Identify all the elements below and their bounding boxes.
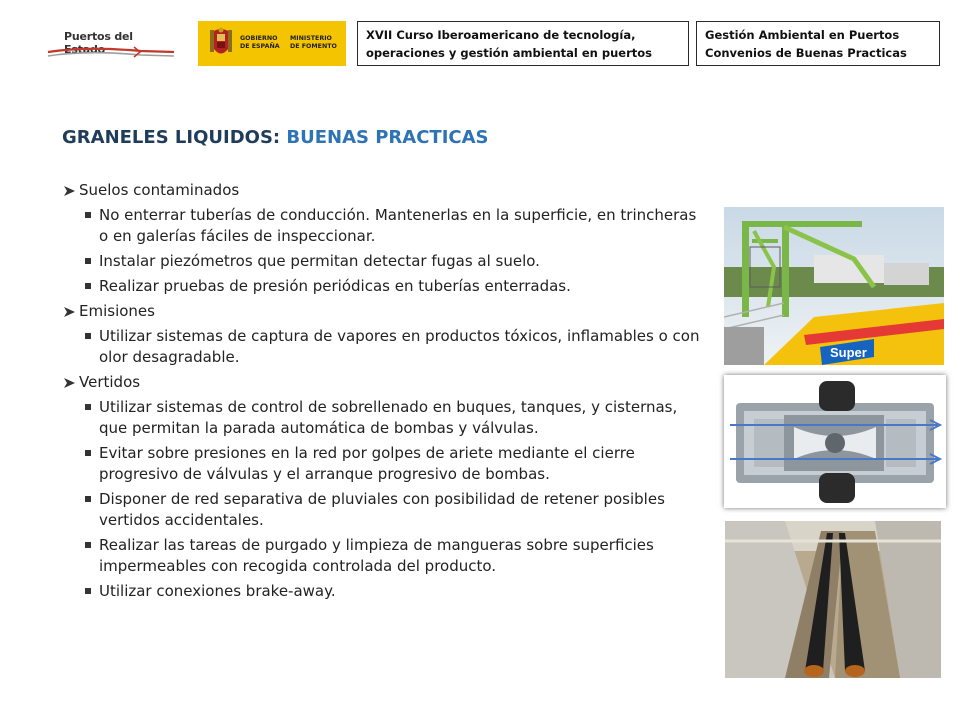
section-heading-text: Vertidos [79,373,141,391]
square-bullet-icon [85,333,91,339]
topic-line-2: Convenios de Buenas Practicas [705,46,907,60]
section-heading-text: Emisiones [79,302,155,320]
gobierno-line1: GOBIERNO [240,35,278,42]
topic-line-1: Gestión Ambiental en Puertos [705,28,900,42]
coat-of-arms-icon [206,27,236,60]
puertos-logo-text: Puertos del Estado [64,30,133,56]
list-item [62,205,702,247]
square-bullet-icon [85,212,91,218]
list-item-text: Utilizar conexiones brake-away. [99,582,336,600]
gobierno-text [240,35,280,51]
square-bullet-icon [85,542,91,548]
list-item-text: Instalar piezómetros que permitan detectar fugas al suelo. [99,252,540,270]
course-header-box [357,21,689,66]
square-bullet-icon [85,450,91,456]
list-item [62,251,702,272]
gobierno-ministerio-logo [198,21,346,66]
list-item [62,326,702,368]
square-bullet-icon [85,404,91,410]
ministerio-text [290,35,337,51]
arrow-bullet-icon [63,306,76,318]
arrow-bullet-icon [63,377,76,389]
breakaway-valve-photo [724,375,946,508]
list-item-text: Evitar sobre presiones en la red por golpes de ariete mediante el cierre progresivo de válvulas y el arranque progresivo de bombas. [99,444,635,483]
section-items [62,205,702,297]
section-heading [62,372,702,393]
slide-title [62,127,489,148]
list-item [62,276,702,297]
ministerio-line1: MINISTERIO [290,35,332,42]
list-item-text: No enterrar tuberías de conducción. Mantenerlas en la superficie, en trincheras o en galerías fáciles de inspeccionar. [99,206,697,245]
course-line-2: operaciones y gestión ambiental en puertos [366,46,652,60]
arrow-bullet-icon [63,185,76,197]
section-items [62,326,702,368]
list-item-text: Utilizar sistemas de control de sobrellenado en buques, tanques, y cisternas, que permitan la parada automática de bombas y válvulas. [99,398,678,437]
loading-arms-photo [724,207,944,365]
bullet-content [62,180,702,606]
slide-title-accent: BUENAS PRACTICAS [280,127,489,148]
square-bullet-icon [85,258,91,264]
list-item [62,581,702,602]
list-item-text: Realizar pruebas de presión periódicas en tuberías enterradas. [99,277,571,295]
square-bullet-icon [85,283,91,289]
section-heading-text: Suelos contaminados [79,181,240,199]
slide-title-main: GRANELES LIQUIDOS: [62,127,281,148]
list-item [62,397,702,439]
square-bullet-icon [85,588,91,594]
gobierno-line2: DE ESPAÑA [240,43,280,50]
list-item [62,535,702,577]
list-item [62,443,702,485]
pipe-trench-photo [725,521,941,678]
topic-header-box [696,21,940,66]
puertos-del-estado-logo [44,26,174,62]
section-items [62,397,702,602]
square-bullet-icon [85,496,91,502]
list-item-text: Realizar las tareas de purgado y limpieza de mangueras sobre superficies impermeables con recogida controlada del producto. [99,536,654,575]
list-item-text: Disponer de red separativa de pluviales con posibilidad de retener posibles vertidos accidentales. [99,490,665,529]
truck-sign-text: Super [830,345,867,360]
section-heading [62,180,702,201]
course-line-1: XVII Curso Iberoamericano de tecnología, [366,28,636,42]
ministerio-line2: DE FOMENTO [290,43,337,50]
list-item-text: Utilizar sistemas de captura de vapores en productos tóxicos, inflamables o con olor desagradable. [99,327,700,366]
section-heading [62,301,702,322]
list-item [62,489,702,531]
puertos-waves-icon [46,44,176,60]
